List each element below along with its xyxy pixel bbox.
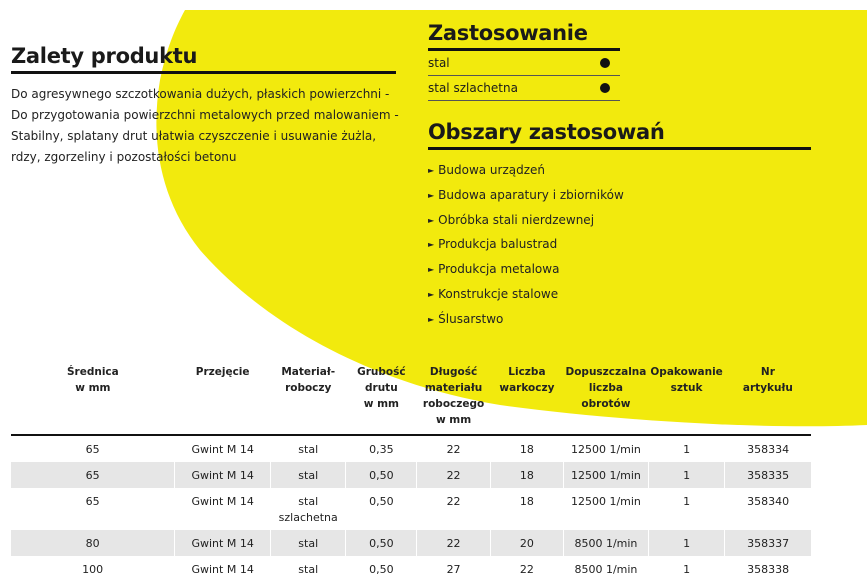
table-row — [11, 530, 811, 556]
table-cell-article-number: 358340 — [725, 488, 811, 530]
table-cell-package-qty: 1 — [648, 462, 724, 488]
area-item — [428, 232, 813, 257]
application-item-label: stal — [428, 56, 450, 70]
triangle-right-icon: ► — [428, 240, 435, 250]
column-header-line: Średnica — [66, 366, 119, 378]
table-cell-working-length: 27 — [417, 556, 491, 582]
table-cell-wire-thickness: 0,35 — [346, 435, 417, 462]
table-cell-diameter: 100 — [82, 563, 104, 576]
table-cell-max-speed: 8500 1/min — [564, 556, 649, 582]
areas-title: Obszary zastosowań — [428, 119, 811, 150]
column-header-line: obrotów — [581, 398, 631, 410]
column-header-strands — [490, 364, 563, 435]
table-cell-strands: 18 — [490, 488, 563, 530]
table-cell-material: stal szlachetna — [271, 488, 346, 530]
table-row — [11, 435, 811, 462]
product-advantages-section — [11, 43, 399, 168]
table-cell-strands: 22 — [490, 556, 563, 582]
dot-icon — [600, 58, 610, 68]
column-header-line: sztuk — [670, 382, 703, 394]
table-cell-attachment: Gwint M 14 — [175, 488, 271, 530]
area-item-label: Budowa urządzeń — [438, 163, 546, 177]
table-cell-diameter: 65 — [11, 462, 175, 488]
table-cell-working-length: 22 — [417, 488, 491, 530]
column-header-line: Opakowanie — [650, 366, 723, 378]
application-item-label: stal szlachetna — [428, 81, 518, 95]
column-header-line: w mm — [363, 398, 399, 410]
area-item — [428, 158, 813, 183]
area-item — [428, 208, 813, 233]
triangle-right-icon: ► — [428, 289, 435, 299]
table-row — [11, 488, 811, 530]
table-cell-max-speed: 12500 1/min — [564, 435, 649, 462]
column-header-line: roboczego — [422, 398, 485, 410]
table-cell-working-length: 22 — [417, 435, 491, 462]
column-header-max-speed — [564, 364, 649, 435]
area-item-label: Budowa aparatury i zbiorników — [438, 187, 624, 202]
table-cell-working-length: 22 — [417, 530, 491, 556]
column-header-line: Liczba — [508, 366, 546, 378]
column-header-line: Przejęcie — [195, 366, 250, 378]
column-header-wire-thickness — [346, 364, 417, 435]
area-item — [428, 183, 813, 208]
column-header-line: artykułu — [742, 382, 793, 394]
product-advantages-title: Zalety produktu — [11, 43, 396, 74]
area-item-label: Konstrukcje stalowe — [438, 286, 559, 301]
column-header-line: roboczy — [285, 382, 332, 394]
table-cell-wire-thickness: 0,50 — [346, 556, 417, 582]
areas-list — [428, 158, 813, 332]
table-cell-wire-thickness: 0,50 — [346, 462, 417, 488]
area-item — [428, 282, 813, 307]
table-cell-material: stal — [271, 530, 346, 556]
table-cell-strands: 20 — [490, 530, 563, 556]
table-cell-diameter: 65 — [85, 443, 100, 456]
table-cell-diameter: 65 — [85, 495, 100, 508]
column-header-line: Materiał- — [281, 366, 336, 378]
table-cell-attachment: Gwint M 14 — [175, 462, 271, 488]
column-header-line: warkoczy — [499, 382, 555, 394]
area-item-label: Produkcja balustrad — [438, 237, 558, 252]
table-cell-strands: 18 — [490, 462, 563, 488]
application-item — [428, 51, 620, 76]
table-header-row — [11, 364, 811, 435]
column-header-working-length — [417, 364, 491, 435]
table-cell-material: stal — [271, 435, 346, 462]
column-header-package-qty — [648, 364, 724, 435]
applications-section — [428, 20, 813, 332]
table-cell-package-qty: 1 — [648, 530, 724, 556]
application-list — [428, 51, 620, 101]
table-cell-diameter: 80 — [11, 530, 175, 556]
table-cell-attachment: Gwint M 14 — [175, 556, 271, 582]
area-item-label: Obróbka stali nierdzewnej — [438, 212, 595, 227]
product-description: Do agresywnego szczotkowania dużych, płaskich powierzchni - Do przygotowania powierzchni metalowych przed malowaniem - Stabilny, splatany drut ułatwia czyszczenie i usuwanie żużla, rdzy, zgorzeliny i pozostałości betonu — [11, 87, 399, 164]
table-cell-max-speed: 12500 1/min — [564, 462, 649, 488]
application-title: Zastosowanie — [428, 20, 620, 51]
column-header-line: Grubość — [357, 366, 406, 378]
column-header-line: liczba — [588, 382, 623, 394]
column-header-line: w mm — [75, 382, 111, 394]
triangle-right-icon: ► — [428, 190, 435, 200]
application-item — [428, 76, 620, 101]
table-row — [11, 462, 811, 488]
table-cell-max-speed: 8500 1/min — [564, 530, 649, 556]
table-cell-article-number: 358337 — [725, 530, 811, 556]
table-cell-article-number: 358338 — [725, 556, 811, 582]
triangle-right-icon: ► — [428, 265, 435, 275]
dot-icon — [600, 83, 610, 93]
area-item — [428, 257, 813, 282]
area-item-label: Produkcja metalowa — [438, 262, 560, 277]
triangle-right-icon: ► — [428, 166, 435, 175]
table-cell-material: stal — [271, 462, 346, 488]
column-header-line: Dopuszczalna — [565, 366, 647, 378]
table-cell-attachment: Gwint M 14 — [175, 530, 271, 556]
column-header-material — [271, 364, 346, 435]
column-header-attachment — [175, 364, 271, 435]
area-item — [428, 307, 813, 332]
table-cell-max-speed: 12500 1/min — [564, 488, 649, 530]
table-cell-package-qty: 1 — [648, 435, 724, 462]
column-header-line: materiału — [424, 382, 483, 394]
column-header-line: Długość — [429, 366, 478, 378]
area-item-label: Ślusarstwo — [438, 311, 504, 326]
column-header-line: w mm — [435, 414, 472, 426]
table-cell-package-qty: 1 — [648, 488, 724, 530]
table-cell-wire-thickness: 0,50 — [346, 530, 417, 556]
specification-table — [11, 364, 811, 582]
table-cell-article-number: 358334 — [725, 435, 811, 462]
table-body — [11, 435, 811, 582]
table-cell-package-qty: 1 — [648, 556, 724, 582]
column-header-diameter — [11, 364, 175, 435]
triangle-right-icon: ► — [428, 314, 435, 324]
table-cell-working-length: 22 — [417, 462, 491, 488]
table-cell-attachment: Gwint M 14 — [175, 435, 271, 462]
column-header-line: Nr — [760, 366, 775, 378]
column-header-line: drutu — [365, 382, 398, 394]
table-cell-material: stal — [271, 556, 346, 582]
table-cell-wire-thickness: 0,50 — [346, 488, 417, 530]
column-header-article-number — [725, 364, 811, 435]
table-row — [11, 556, 811, 582]
table-cell-article-number: 358335 — [725, 462, 811, 488]
table-cell-strands: 18 — [490, 435, 563, 462]
triangle-right-icon: ► — [428, 215, 435, 225]
